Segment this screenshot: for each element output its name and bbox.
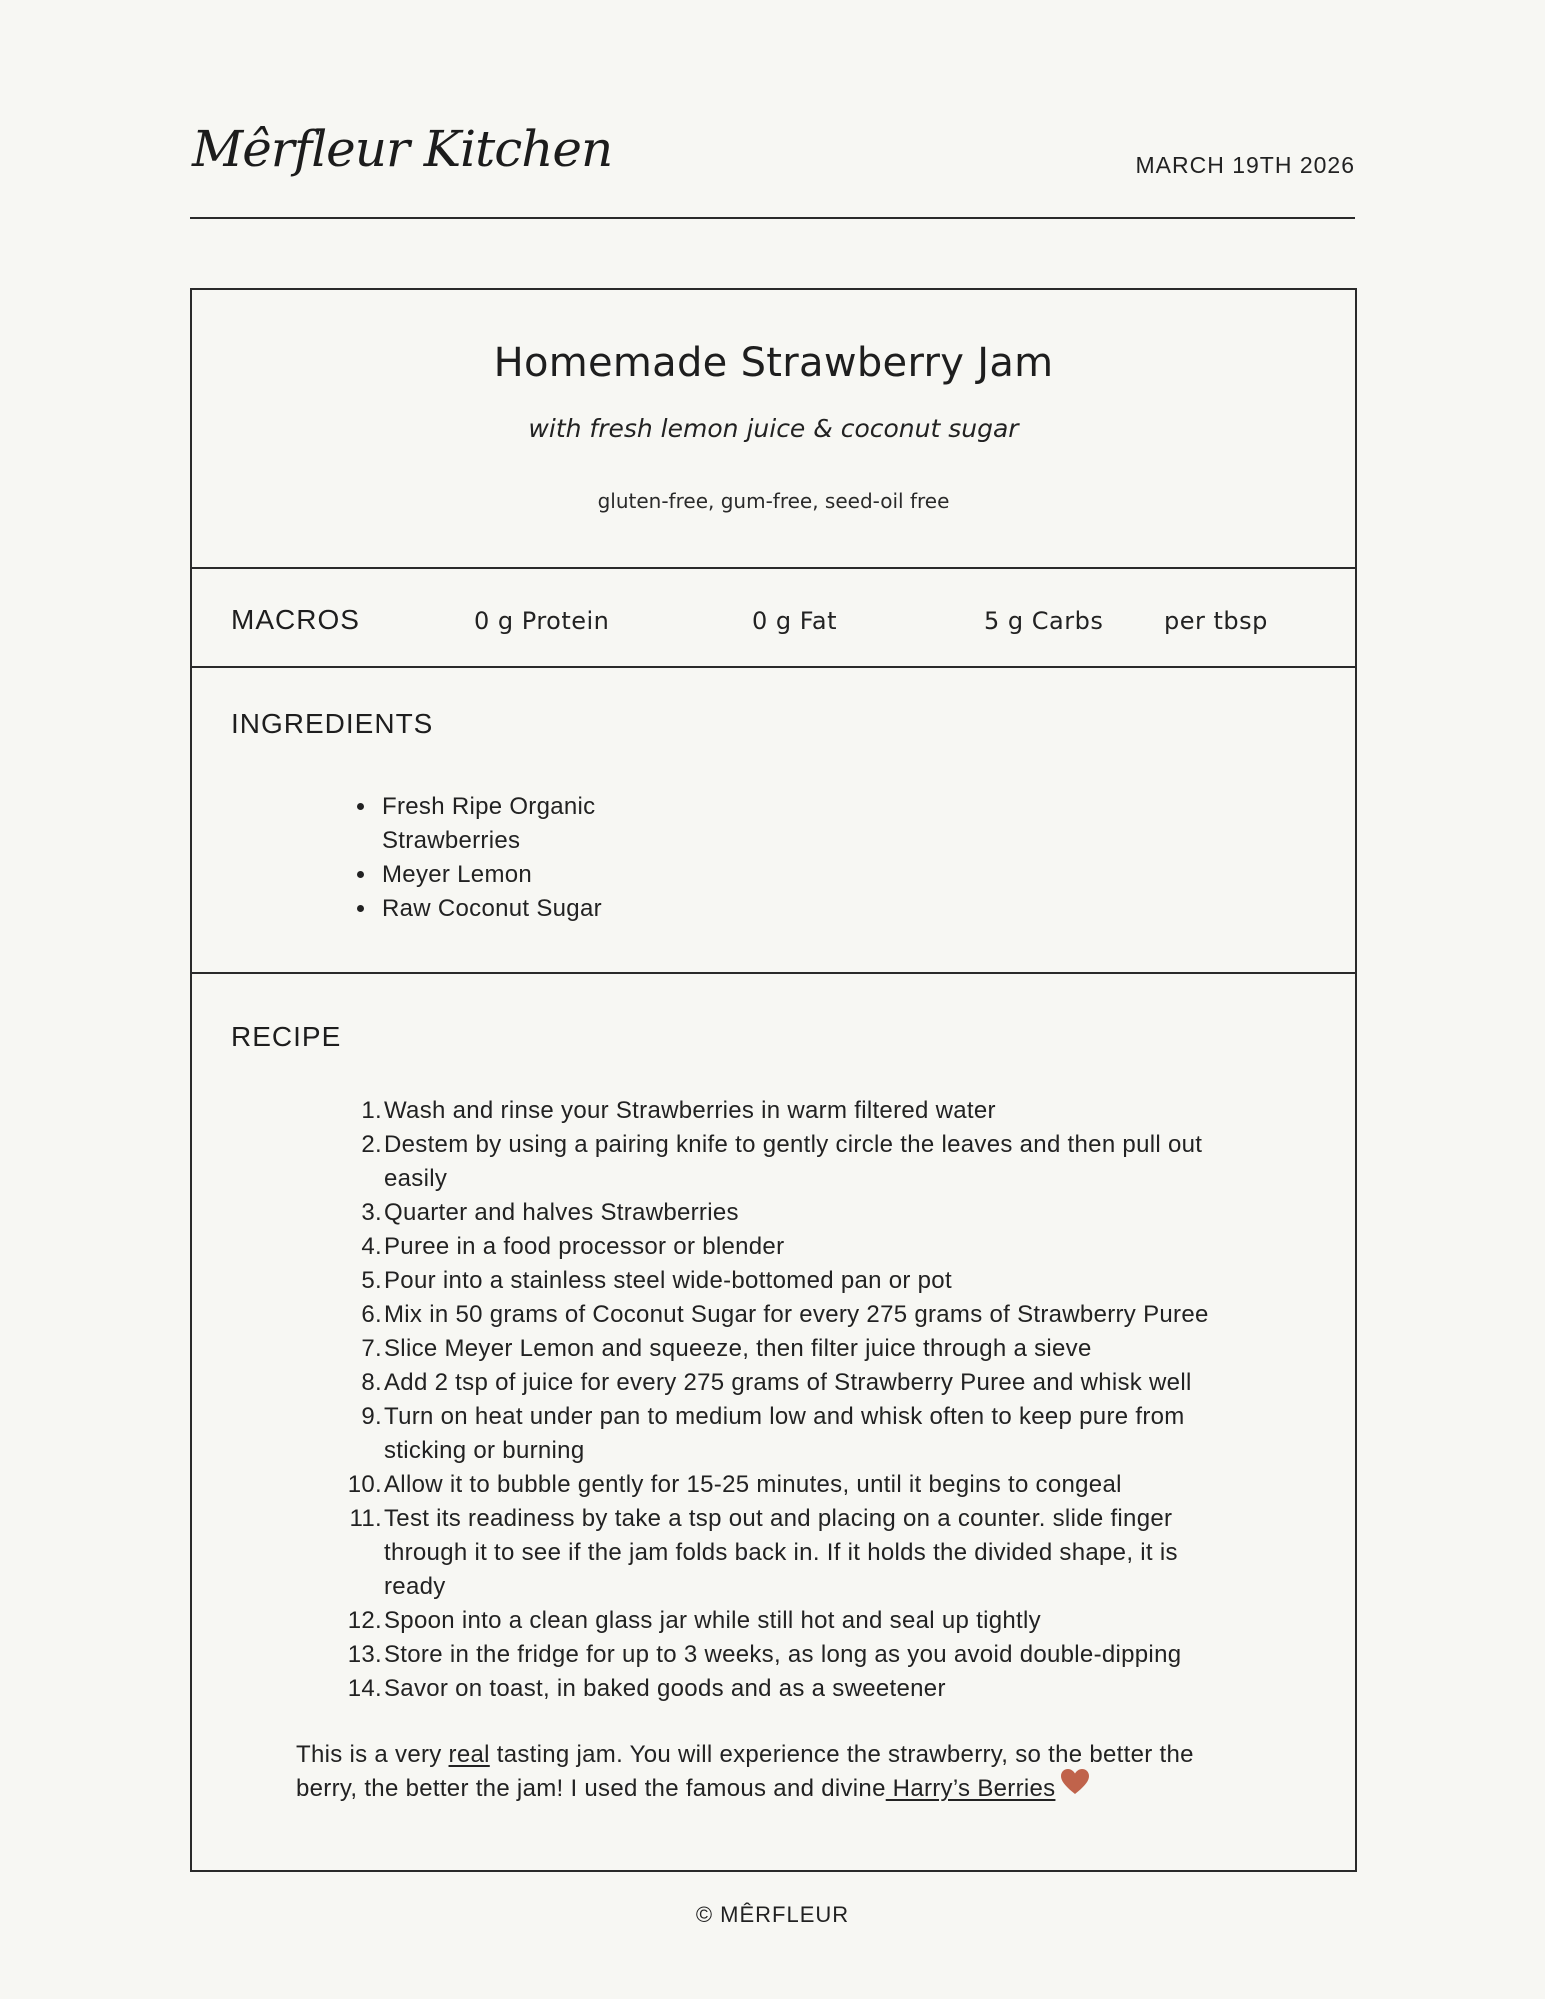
macros-section bbox=[192, 569, 1355, 668]
step-number: 2. bbox=[361, 1131, 382, 1158]
step-number: 5. bbox=[361, 1267, 382, 1294]
brand-logo[interactable]: Mêrfleur Kitchen bbox=[192, 120, 613, 178]
dietary-tags: gluten-free, gum-free, seed-oil free bbox=[597, 489, 950, 513]
step-text: Mix in 50 grams of Coconut Sugar for every 275 grams of Strawberry Puree bbox=[384, 1301, 1209, 1328]
step-text: Add 2 tsp of juice for every 275 grams of Strawberry Puree and whisk well bbox=[384, 1369, 1192, 1396]
step-text: Test its readiness by take a tsp out and placing on a counter. slide finger through it to see if the jam folds back in. If it holds the divided shape, it is ready bbox=[384, 1505, 1178, 1600]
footer-copyright: © MÊRFLEUR bbox=[695, 1902, 850, 1927]
note-text: tasting jam. You will experience the strawberry, so the better the berry, the better the jam! I used the famous and divine bbox=[296, 1741, 1194, 1802]
ingredients-section bbox=[192, 668, 1355, 974]
step-text: Store in the fridge for up to 3 weeks, as long as you avoid double-dipping bbox=[384, 1641, 1182, 1668]
heart-icon bbox=[1061, 1769, 1089, 1805]
step-text: Destem by using a pairing knife to gently circle the leaves and then pull out easily bbox=[384, 1131, 1203, 1192]
step-text: Slice Meyer Lemon and squeeze, then filter juice through a sieve bbox=[384, 1335, 1092, 1362]
recipe-card bbox=[190, 288, 1357, 1872]
step-number: 10. bbox=[347, 1471, 382, 1498]
step-text: Quarter and halves Strawberries bbox=[384, 1199, 739, 1226]
ingredients-list bbox=[352, 790, 678, 926]
recipe-title: Homemade Strawberry Jam bbox=[493, 340, 1054, 386]
ingredient-item: • Raw Coconut Sugar bbox=[378, 892, 678, 926]
recipe-step bbox=[340, 1366, 1240, 1400]
recipe-step bbox=[340, 1332, 1240, 1366]
step-text: Spoon into a clean glass jar while still hot and seal up tightly bbox=[384, 1607, 1041, 1634]
recipe-note bbox=[296, 1738, 1256, 1806]
ingredient-item: • Meyer Lemon bbox=[378, 858, 678, 892]
macros-heading: MACROS bbox=[231, 604, 360, 635]
step-number: 8. bbox=[361, 1369, 382, 1396]
step-text: Pour into a stainless steel wide-bottomed pan or pot bbox=[384, 1267, 952, 1294]
step-text: Puree in a food processor or blender bbox=[384, 1233, 785, 1260]
title-section bbox=[192, 290, 1355, 569]
step-text: Allow it to bubble gently for 15-25 minutes, until it begins to congeal bbox=[384, 1471, 1122, 1498]
step-number: 1. bbox=[361, 1097, 382, 1124]
recipe-step bbox=[340, 1128, 1240, 1196]
recipe-step bbox=[340, 1196, 1240, 1230]
recipe-step bbox=[340, 1468, 1240, 1502]
note-text: This is a very bbox=[296, 1741, 449, 1768]
recipe-step bbox=[340, 1094, 1240, 1128]
step-number: 13. bbox=[347, 1641, 382, 1668]
step-number: 3. bbox=[361, 1199, 382, 1226]
harrys-berries-link[interactable]: Harry’s Berries bbox=[885, 1775, 1056, 1802]
step-text: Turn on heat under pan to medium low and whisk often to keep pure from sticking or burning bbox=[384, 1403, 1185, 1464]
recipe-step bbox=[340, 1264, 1240, 1298]
step-number: 6. bbox=[361, 1301, 382, 1328]
recipe-steps-list bbox=[340, 1094, 1240, 1706]
recipe-step bbox=[340, 1400, 1240, 1468]
macro-carbs: 5 g Carbs bbox=[984, 607, 1104, 635]
step-number: 7. bbox=[361, 1335, 382, 1362]
step-number: 12. bbox=[347, 1607, 382, 1634]
step-number: 4. bbox=[361, 1233, 382, 1260]
recipe-section bbox=[192, 974, 1355, 1868]
real-link[interactable]: real bbox=[448, 1741, 490, 1768]
recipe-heading: RECIPE bbox=[231, 1021, 342, 1052]
recipe-step bbox=[340, 1298, 1240, 1332]
recipe-step bbox=[340, 1672, 1240, 1706]
recipe-step bbox=[340, 1638, 1240, 1672]
macro-protein: 0 g Protein bbox=[474, 607, 610, 635]
masthead bbox=[190, 110, 1355, 219]
step-number: 14. bbox=[347, 1675, 382, 1702]
recipe-subtitle: with fresh lemon juice & coconut sugar bbox=[528, 414, 1019, 443]
macro-fat: 0 g Fat bbox=[752, 607, 837, 635]
recipe-step bbox=[340, 1604, 1240, 1638]
ingredients-heading: INGREDIENTS bbox=[231, 708, 434, 739]
publish-date: MARCH 19TH 2026 bbox=[1135, 152, 1355, 178]
step-text: Wash and rinse your Strawberries in warm filtered water bbox=[384, 1097, 996, 1124]
step-number: 11. bbox=[349, 1505, 382, 1532]
recipe-step bbox=[340, 1502, 1240, 1604]
macro-serving: per tbsp bbox=[1164, 607, 1268, 635]
recipe-step bbox=[340, 1230, 1240, 1264]
step-number: 9. bbox=[361, 1403, 382, 1430]
ingredient-item: • Fresh Ripe Organic Strawberries bbox=[378, 790, 678, 858]
step-text: Savor on toast, in baked goods and as a sweetener bbox=[384, 1675, 946, 1702]
